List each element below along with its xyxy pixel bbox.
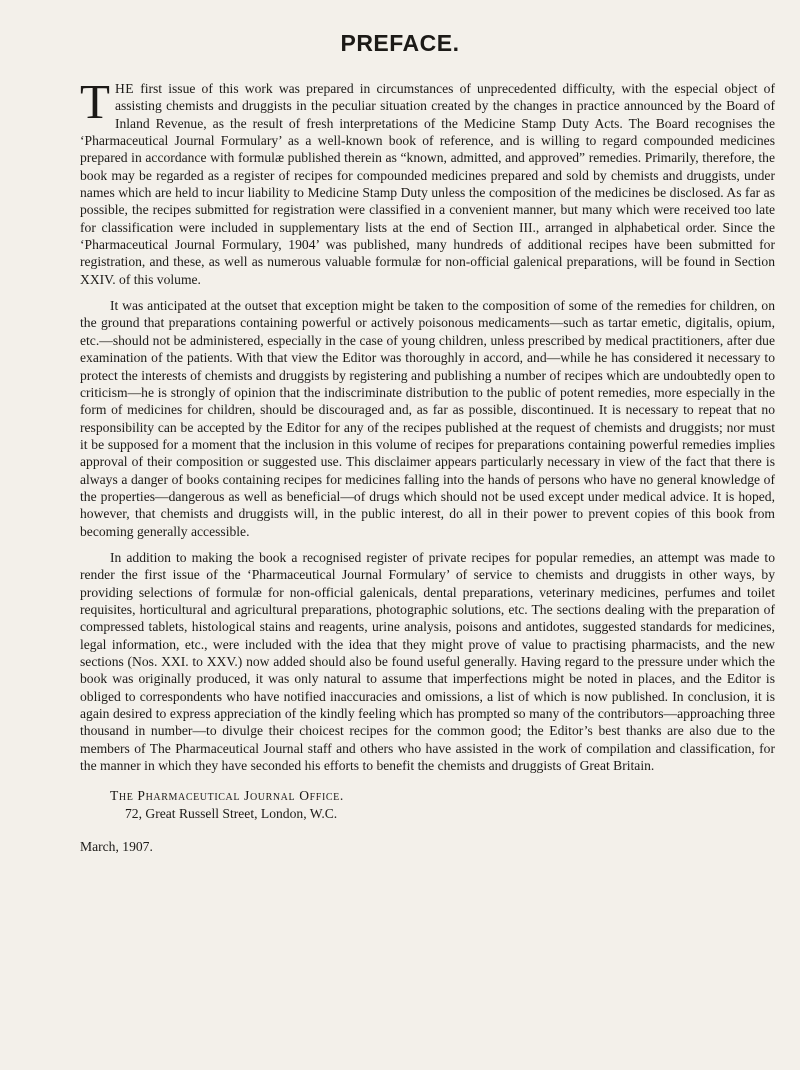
preface-date: March, 1907.	[80, 839, 153, 855]
preface-body	[80, 74, 775, 856]
page-title: PREFACE.	[340, 30, 460, 56]
paragraph-1-lead: HE	[114, 81, 135, 96]
paragraph-1-text: first issue of this work was prepared in circumstances of unprecedented difficulty, with the especial object of assisting chemists and druggists in the peculiar situation created by the changes in practice announced by the Board of Inland Revenue, as the result of fresh interpretations of the Medicine Stamp Duty Acts. The Board recognises the ‘Pharmaceutical Journal Formulary’ as a well-known book of reference, and is willing to regard compounded medicines prepared in accordance with formulæ published therein as “known, admitted, and approved” remedies. Primarily, therefore, the book may be regarded as a register of recipes for compounded medicines prepared and sold by chemists and druggists, under names which are held to incur liability to Medicine Stamp Duty unless the composition of the medicines be disclosed. As far as possible, the recipes submitted for registration were classified in a convenient manner, but many which were received too late for classification were included in supplementary lists at the end of Section III., arranged in alphabetical order. Since the ‘Pharmaceutical Journal Formulary, 1904’ was published, many hundreds of additional recipes have been submitted for registration, and these, as well as numerous valuable formulæ for non-official galenical preparations, will be found in Section XXIV. of this volume.	[80, 81, 775, 287]
paragraph-2: It was anticipated at the outset that exception might be taken to the composition of some of the remedies for children, on the ground that preparations containing powerful or actively poisonous medicaments—such as tartar emetic, digitalis, opium, etc.—should not be administered, especially in the case of young children, unless prescribed by medical practitioners, after due examination of the patients. With that view the Editor was thoroughly in accord, and—while he has considered it necessary to protect the interests of chemists and druggists by registering and publishing a number of recipes which are undoubtedly open to criticism—he is strongly of opinion that the indiscriminate distribution to the public of potent remedies, more especially in the form of medicines for children, should be discouraged and, as far as possible, discontinued. It is necessary to repeat that no responsibility can be accepted by the Editor for any of the recipes published at the request of chemists and druggists; nor must it be supposed for a moment that the inclusion in this volume of recipes for preparations containing powerful remedies implies approval of their composition or suggested use. This disclaimer appears particularly necessary in view of the fact that there is always a danger of books containing recipes for medicines falling into the hands of persons who have no general knowledge of the properties—dangerous as well as beneficial—of drugs which should not be used except under medical advice. It is hoped, however, that chemists and druggists will, in the public interest, do all in their power to prevent copies of this book from becoming generally accessible.	[80, 298, 775, 539]
paragraph-1	[80, 74, 775, 288]
signature-office: The Pharmaceutical Journal Office.	[110, 788, 344, 804]
signature-block	[80, 787, 775, 823]
paragraph-3: In addition to making the book a recognised register of private recipes for popular remedies, an attempt was made to render the first issue of the ‘Pharmaceutical Journal Formulary’ of service to chemists and druggists in other ways, by providing selections of formulæ for non-official galenicals, dental preparations, veterinary medicines, perfumes and toilet requisites, horticultural and agricultural preparations, photographic solutions, etc. The sections dealing with the preparation of compressed tablets, histological stains and reagents, urine analysis, poisons and antidotes, suggested standards for medicines, legal information, etc., were included with the idea that they might prove of value to practising pharmacists, and the new sections (Nos. XXI. to XXV.) now added should also be found useful generally. Having regard to the pressure under which the book was originally produced, it was only natural to assume that imperfections might be noted in places, and the Editor is obliged to correspondents who have notified inaccuracies and omissions, a list of which is now published. In conclusion, it is again desired to express appreciation of the kindly feeling which has prompted so many of the contributors—approaching three thousand in number—to divulge their choicest recipes for the common good; the Editor’s best thanks are also due to the members of The Pharmaceutical Journal staff and others who have assisted in the work of compilation and classification, for the manner in which they have seconded his efforts to benefit the chemists and druggists of Great Britain.	[80, 549, 775, 774]
drop-cap: T	[80, 74, 110, 129]
signature-address: 72, Great Russell Street, London, W.C.	[125, 806, 338, 822]
